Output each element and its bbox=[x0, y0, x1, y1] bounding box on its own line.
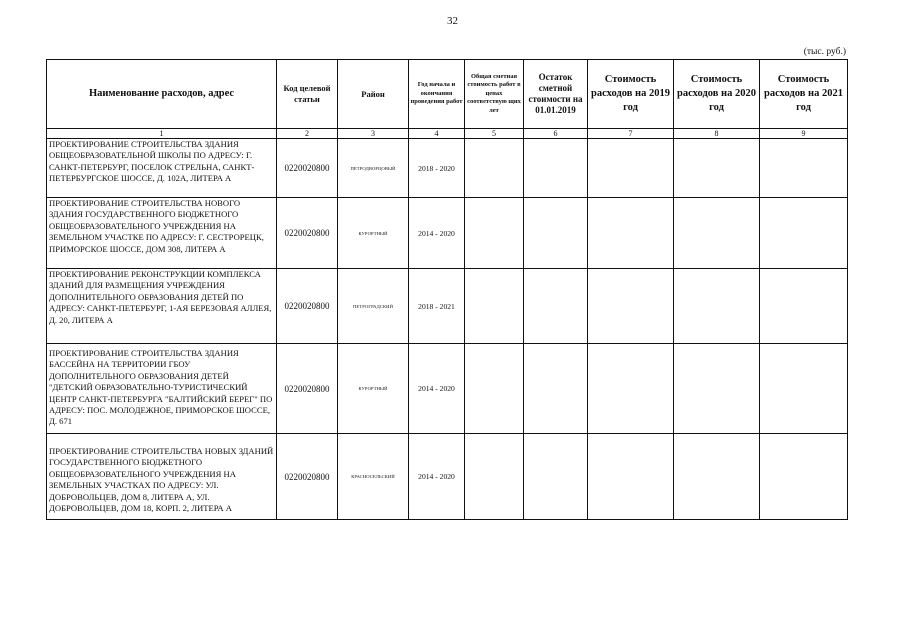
column-number: 4 bbox=[409, 129, 465, 139]
district: ПЕТРОГРАДСКИЙ bbox=[338, 269, 409, 344]
remainder-cell bbox=[524, 434, 588, 520]
cost-2021-cell bbox=[760, 139, 848, 198]
total-cost-cell bbox=[465, 434, 524, 520]
header-remainder: Остаток сметной стоимости на 01.01.2019 bbox=[524, 60, 588, 129]
cost-2019-cell bbox=[588, 269, 674, 344]
column-number: 3 bbox=[338, 129, 409, 139]
header-row bbox=[47, 60, 848, 129]
table-row bbox=[47, 344, 848, 434]
column-number-row bbox=[47, 129, 848, 139]
table-row bbox=[47, 139, 848, 198]
cost-2020-cell bbox=[674, 198, 760, 269]
cost-2020-cell bbox=[674, 269, 760, 344]
target-code: 0220020800 bbox=[277, 269, 338, 344]
expense-name: ПРОЕКТИРОВАНИЕ РЕКОНСТРУКЦИИ КОМПЛЕКСА ЗДАНИЙ ДЛЯ РАЗМЕЩЕНИЯ УЧРЕЖДЕНИЯ ДОПОЛНИТЕЛЬНОГО ОБРАЗОВАНИЯ ДЕТЕЙ ПО АДРЕСУ: САНКТ-ПЕТЕРБУРГ, 1-АЯ БЕРЕЗОВАЯ АЛЛЕЯ, Д. 20, ЛИТЕРА А bbox=[47, 269, 277, 344]
column-number: 8 bbox=[674, 129, 760, 139]
table-row bbox=[47, 198, 848, 269]
column-number: 7 bbox=[588, 129, 674, 139]
work-years: 2018 - 2021 bbox=[409, 269, 465, 344]
header-name: Наименование расходов, адрес bbox=[47, 60, 277, 129]
remainder-cell bbox=[524, 139, 588, 198]
cost-2021-cell bbox=[760, 434, 848, 520]
header-cost-2021: Стоимость расходов на 2021 год bbox=[760, 60, 848, 129]
cost-2019-cell bbox=[588, 198, 674, 269]
column-number: 9 bbox=[760, 129, 848, 139]
target-code: 0220020800 bbox=[277, 344, 338, 434]
header-district: Район bbox=[338, 60, 409, 129]
target-code: 0220020800 bbox=[277, 198, 338, 269]
column-number: 2 bbox=[277, 129, 338, 139]
header-code: Код целевой статьи bbox=[277, 60, 338, 129]
header-cost-2019: Стоимость расходов на 2019 год bbox=[588, 60, 674, 129]
total-cost-cell bbox=[465, 269, 524, 344]
cost-2021-cell bbox=[760, 344, 848, 434]
table-row bbox=[47, 434, 848, 520]
cost-2020-cell bbox=[674, 344, 760, 434]
column-number: 6 bbox=[524, 129, 588, 139]
cost-2020-cell bbox=[674, 434, 760, 520]
expense-name: ПРОЕКТИРОВАНИЕ СТРОИТЕЛЬСТВА ЗДАНИЯ ОБЩЕОБРАЗОВАТЕЛЬНОЙ ШКОЛЫ ПО АДРЕСУ: Г. САНКТ-ПЕТЕРБУРГ, ПОСЕЛОК СТРЕЛЬНА, САНКТ-ПЕТЕРБУРГСКОЕ ШОССЕ, Д. 102А, ЛИТЕРА А bbox=[47, 139, 277, 198]
total-cost-cell bbox=[465, 198, 524, 269]
header-cost-2020: Стоимость расходов на 2020 год bbox=[674, 60, 760, 129]
remainder-cell bbox=[524, 269, 588, 344]
table-row bbox=[47, 269, 848, 344]
units-note: (тыс. руб.) bbox=[803, 47, 846, 57]
target-code: 0220020800 bbox=[277, 139, 338, 198]
cost-2020-cell bbox=[674, 139, 760, 198]
district: КУРОРТНЫЙ bbox=[338, 344, 409, 434]
cost-2019-cell bbox=[588, 344, 674, 434]
work-years: 2014 - 2020 bbox=[409, 344, 465, 434]
work-years: 2014 - 2020 bbox=[409, 434, 465, 520]
expense-name: ПРОЕКТИРОВАНИЕ СТРОИТЕЛЬСТВА НОВОГО ЗДАНИЯ ГОСУДАРСТВЕННОГО БЮДЖЕТНОГО ОБЩЕОБРАЗОВАТЕЛЬНОГО УЧРЕЖДЕНИЯ НА ЗЕМЕЛЬНОМ УЧАСТКЕ ПО АДРЕСУ: Г. СЕСТРОРЕЦК, ПРИМОРСКОЕ ШОССЕ, ДОМ 308, ЛИТЕРА А bbox=[47, 198, 277, 269]
expenses-table bbox=[46, 59, 848, 520]
total-cost-cell bbox=[465, 139, 524, 198]
total-cost-cell bbox=[465, 344, 524, 434]
page-number: 32 bbox=[447, 15, 458, 27]
header-total-cost: Общая сметная стоимость работ в ценах соответствую щих лет bbox=[465, 60, 524, 129]
district: ПЕТРОДВОРЦОВЫЙ bbox=[338, 139, 409, 198]
remainder-cell bbox=[524, 198, 588, 269]
cost-2019-cell bbox=[588, 139, 674, 198]
work-years: 2018 - 2020 bbox=[409, 139, 465, 198]
district: КУРОРТНЫЙ bbox=[338, 198, 409, 269]
district: КРАСНОСЕЛЬСКИЙ bbox=[338, 434, 409, 520]
expense-name: ПРОЕКТИРОВАНИЕ СТРОИТЕЛЬСТВА ЗДАНИЯ БАССЕЙНА НА ТЕРРИТОРИИ ГБОУ ДОПОЛНИТЕЛЬНОГО ОБРАЗОВАНИЯ ДЕТЕЙ "ДЕТСКИЙ ОБРАЗОВАТЕЛЬНО-ТУРИСТИЧЕСКИЙ ЦЕНТР САНКТ-ПЕТЕРБУРГА "БАЛТИЙСКИЙ БЕРЕГ" ПО АДРЕСУ: ПОС. МОЛОДЕЖНОЕ, ПРИМОРСКОЕ ШОССЕ, Д. 671 bbox=[47, 344, 277, 434]
column-number: 5 bbox=[465, 129, 524, 139]
work-years: 2014 - 2020 bbox=[409, 198, 465, 269]
column-number: 1 bbox=[47, 129, 277, 139]
remainder-cell bbox=[524, 344, 588, 434]
cost-2019-cell bbox=[588, 434, 674, 520]
target-code: 0220020800 bbox=[277, 434, 338, 520]
header-years: Год начала и окончания проведения работ bbox=[409, 60, 465, 129]
cost-2021-cell bbox=[760, 198, 848, 269]
cost-2021-cell bbox=[760, 269, 848, 344]
expense-name: ПРОЕКТИРОВАНИЕ СТРОИТЕЛЬСТВА НОВЫХ ЗДАНИЙ ГОСУДАРСТВЕННОГО БЮДЖЕТНОГО ОБЩЕОБРАЗОВАТЕЛЬНОГО УЧРЕЖДЕНИЯ НА ЗЕМЕЛЬНЫХ УЧАСТКАХ ПО АДРЕСУ: УЛ. ДОБРОВОЛЬЦЕВ, ДОМ 8, ЛИТЕРА А, УЛ. ДОБРОВОЛЬЦЕВ, ДОМ 18, КОРП. 2, ЛИТЕРА А bbox=[47, 434, 277, 520]
